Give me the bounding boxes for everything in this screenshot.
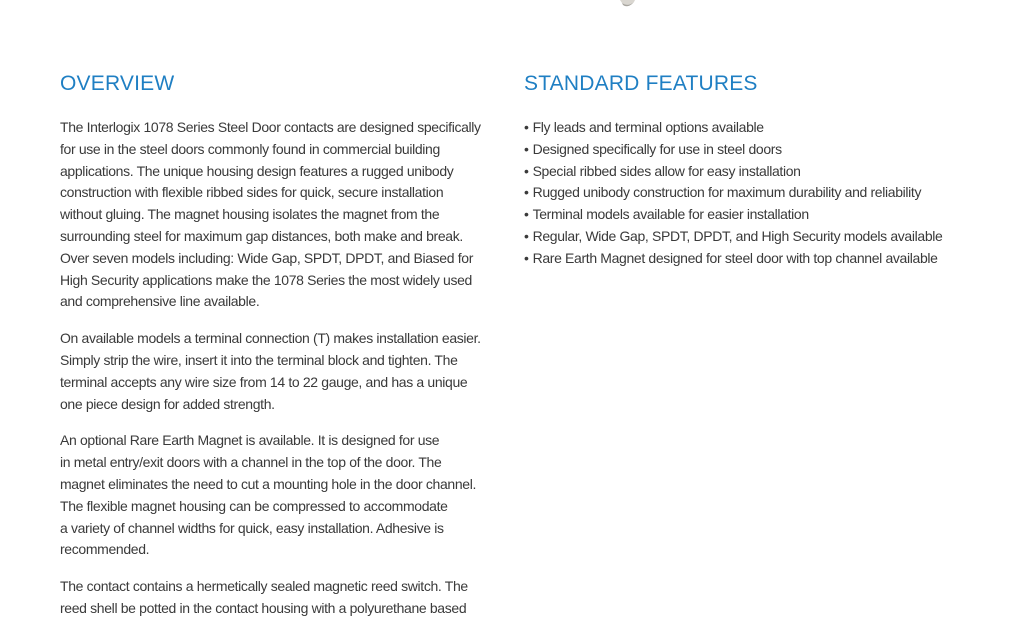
text-line: Simply strip the wire, insert it into the terminal block and tighten. The — [60, 351, 458, 368]
standard-features-section — [524, 70, 984, 270]
bullet-icon: • — [524, 206, 529, 223]
standard-features-heading: STANDARD FEATURES — [524, 72, 758, 95]
text-line-cut-off: reed shell be potted in the contact housing with a polyurethane based — [60, 599, 467, 616]
overview-paragraph-3 — [60, 430, 505, 561]
text-line: and comprehensive line available. — [60, 293, 260, 310]
overview-paragraph-2 — [60, 328, 505, 415]
bullet-icon: • — [524, 119, 529, 135]
list-item — [524, 226, 984, 248]
bullet-icon: • — [524, 140, 529, 157]
text-line: a variety of channel widths for quick, easy installation. Adhesive is — [60, 519, 444, 536]
overview-paragraph-4 — [60, 576, 505, 620]
list-item — [524, 117, 984, 139]
feature-text: Rugged unibody construction for maximum durability and reliability — [532, 184, 922, 201]
bullet-icon: • — [524, 162, 529, 179]
overview-heading: OVERVIEW — [60, 72, 175, 95]
bullet-icon: • — [524, 184, 529, 201]
list-item — [524, 182, 984, 204]
bullet-icon: • — [524, 249, 529, 266]
text-line: terminal accepts any wire size from 14 to 22 gauge, and has a unique — [60, 373, 468, 390]
text-line: High Security applications make the 1078 Series the most widely used — [60, 271, 472, 288]
overview-paragraph-1 — [60, 117, 505, 313]
feature-text: Designed specifically for use in steel doors — [532, 140, 782, 157]
text-line: for use in the steel doors commonly found in commercial building — [60, 140, 440, 157]
list-item — [524, 139, 984, 161]
text-line: The Interlogix 1078 Series Steel Door contacts are designed specifically — [60, 119, 481, 135]
list-item — [524, 204, 984, 226]
text-line: construction with flexible ribbed sides for quick, secure installation — [60, 184, 444, 201]
features-list — [524, 117, 984, 270]
text-line: An optional Rare Earth Magnet is available. It is designed for use — [60, 432, 440, 449]
overview-section — [60, 70, 505, 635]
list-item — [524, 161, 984, 183]
list-item — [524, 248, 984, 270]
text-line: one piece design for added strength. — [60, 395, 275, 412]
text-line: recommended. — [60, 541, 150, 558]
feature-text: Regular, Wide Gap, SPDT, DPDT, and High Security models available — [532, 227, 943, 244]
text-line: On available models a terminal connection (T) makes installation easier. — [60, 330, 481, 347]
text-line: applications. The unique housing design features a rugged unibody — [60, 162, 454, 179]
text-line: The flexible magnet housing can be compressed to accommodate — [60, 497, 448, 514]
bullet-icon: • — [524, 227, 529, 244]
feature-text: Special ribbed sides allow for easy installation — [532, 162, 801, 179]
feature-text: Rare Earth Magnet designed for steel door with top channel available — [532, 249, 938, 266]
product-image-fragment — [612, 0, 642, 8]
text-line: The contact contains a hermetically sealed magnetic reed switch. The — [60, 578, 468, 595]
text-line: without gluing. The magnet housing isolates the magnet from the — [60, 206, 440, 223]
text-line: magnet eliminates the need to cut a mounting hole in the door channel. — [60, 475, 477, 492]
feature-text: Terminal models available for easier installation — [532, 206, 809, 223]
text-line: Over seven models including: Wide Gap, SPDT, DPDT, and Biased for — [60, 249, 474, 266]
feature-text: Fly leads and terminal options available — [532, 119, 764, 135]
text-line: surrounding steel for maximum gap distances, both make and break. — [60, 227, 463, 244]
text-line: in metal entry/exit doors with a channel in the top of the door. The — [60, 454, 442, 471]
